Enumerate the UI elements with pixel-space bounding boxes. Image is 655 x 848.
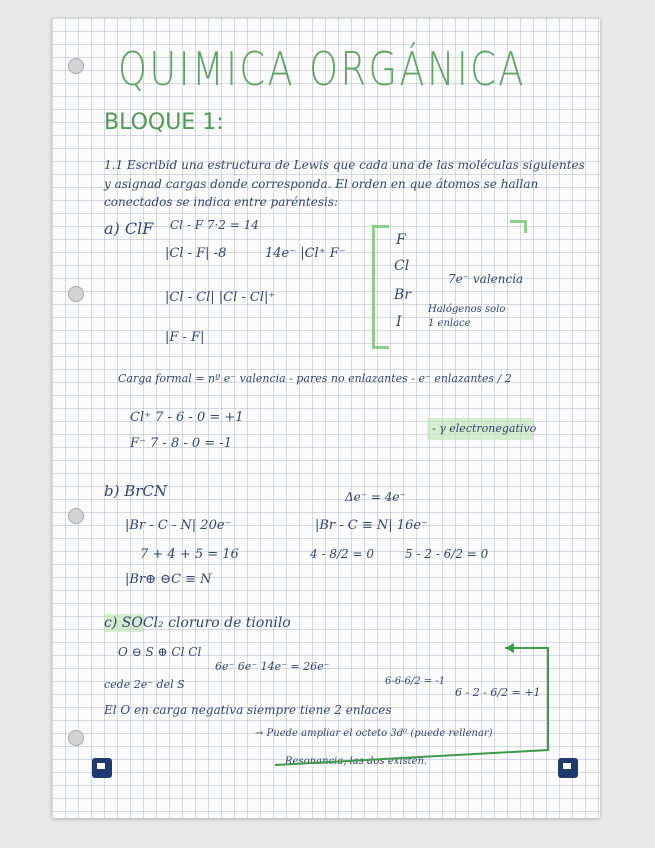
part-c-label: c) SOCl₂ cloruro de tionilo xyxy=(104,615,291,631)
page-title: QUIMICA ORGÁNICA xyxy=(118,42,526,96)
halogen-f: F xyxy=(396,232,406,248)
part-b-right: |Br - C ≡ N| 16e⁻ xyxy=(315,518,428,533)
part-c-resonance: → Puede ampliar el octeto 3d⁰ (puede rellenar) xyxy=(255,728,493,739)
q11-line-3: conectados se indica entre paréntesis: xyxy=(104,195,339,209)
part-c-line: 6 - 2 - 6/2 = +1 xyxy=(455,686,541,699)
part-c-line: 6-6-6/2 = -1 xyxy=(385,676,446,687)
halogen-note: Halógenos solo xyxy=(428,304,506,315)
part-b-right: 5 - 2 - 6/2 = 0 xyxy=(405,547,489,561)
halogen-note: 1 enlace xyxy=(428,318,471,329)
part-a-line: |Cl - Cl| |Cl - Cl|⁺ xyxy=(165,290,276,305)
brand-logo xyxy=(558,758,578,778)
q11-line-1: 1.1 Escribid una estructura de Lewis que cada una de las moléculas siguientes xyxy=(104,158,585,172)
part-b-line: 7 + 4 + 5 = 16 xyxy=(140,547,239,562)
part-c-both: Resonancia, las dos existen. xyxy=(285,756,428,767)
part-a-line: |Cl - F| -8 xyxy=(165,246,227,261)
brand-logo xyxy=(92,758,112,778)
part-a-line: |F - F| xyxy=(165,330,205,345)
part-b-label: b) BrCN xyxy=(104,482,168,500)
part-a-line: 14e⁻ |Cl⁺ F⁻ xyxy=(265,246,346,261)
formal-charge-formula: Carga formal = nº e⁻ valencia - pares no enlazantes - e⁻ enlazantes / 2 xyxy=(118,372,512,385)
halogen-cl: Cl xyxy=(394,258,410,274)
part-a-line: Cl - F 7·2 = 14 xyxy=(170,218,259,232)
valence-note: 7e⁻ valencia xyxy=(448,272,524,286)
q11-line-2: y asignad cargas donde corresponda. El orden en que átomos se hallan xyxy=(104,177,539,191)
part-a-label: a) ClF xyxy=(104,219,154,238)
formal-charge-line: Cl⁺ 7 - 6 - 0 = +1 xyxy=(130,410,244,425)
part-b-right: Δe⁻ = 4e⁻ xyxy=(345,490,406,504)
part-b-right: 4 - 8/2 = 0 xyxy=(310,547,374,561)
part-b-line: |Br - C - N| 20e⁻ xyxy=(125,518,232,533)
part-b-line: |Br⊕ ⊖C ≡ N xyxy=(125,572,212,587)
halogen-i: I xyxy=(396,314,402,330)
part-c-line: cede 2e⁻ del S xyxy=(104,678,185,691)
part-c-note: El O en carga negativa siempre tiene 2 enlaces xyxy=(104,703,392,717)
formal-charge-line: F⁻ 7 - 8 - 0 = -1 xyxy=(130,436,232,451)
part-c-line: O ⊖ S ⊕ Cl Cl xyxy=(118,645,202,659)
electronegative-note: - γ electronegativo xyxy=(432,422,537,435)
block-heading: BLOQUE 1: xyxy=(104,110,224,135)
part-c-line: 6e⁻ 6e⁻ 14e⁻ = 26e⁻ xyxy=(215,660,330,673)
halogen-br: Br xyxy=(394,287,411,303)
